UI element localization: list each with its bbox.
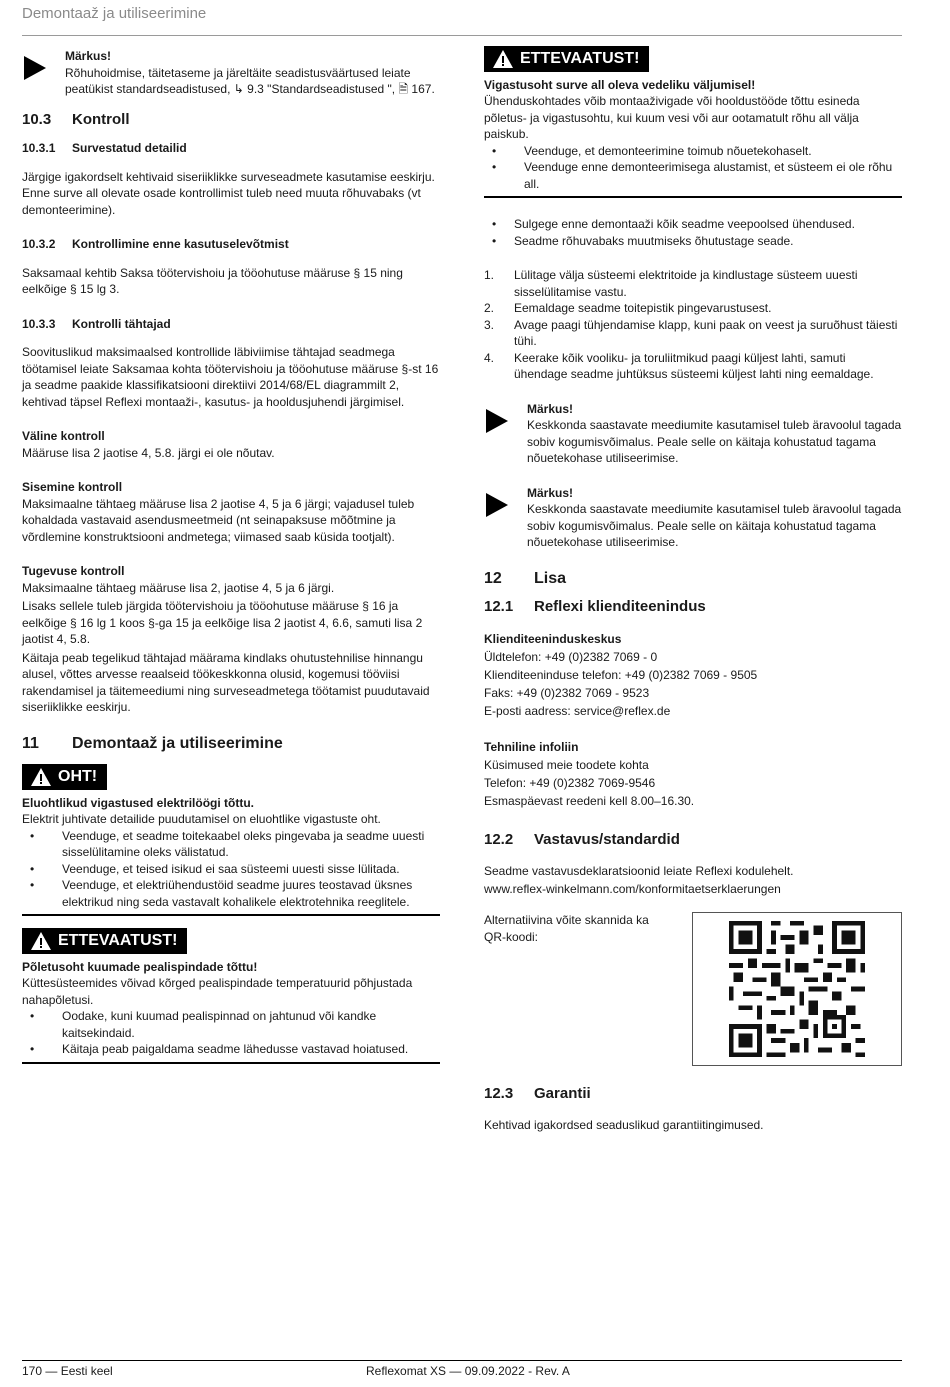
- section-number: 12.2: [484, 830, 514, 848]
- section-number: 10.3.2: [22, 237, 56, 251]
- footer-rule: [22, 1360, 902, 1361]
- caution-label-text: ETTEVAATUST!: [520, 49, 640, 67]
- caution-title: Põletusoht kuumade pealispindade tõttu!: [22, 959, 258, 974]
- subheading-strength: Tugevuse kontroll: [22, 564, 125, 578]
- section-title: Reflexi klienditeenindus: [534, 598, 706, 615]
- note-title: Märkus!: [65, 49, 112, 63]
- warning-triangle-icon: [492, 49, 514, 69]
- section-number: 12.3: [484, 1085, 514, 1102]
- section-heading-10-3-3: [22, 316, 440, 333]
- service-line: Klienditeeninduse telefon: +49 (0)2382 7069 - 9505: [484, 667, 758, 682]
- caution-bullet-list: [22, 1008, 440, 1058]
- bullet-list: [484, 216, 902, 249]
- subheading-tech: Tehniline infoliin: [484, 739, 579, 754]
- paragraph: Maksimaalne tähtaeg määruse lisa 2 jaotise 4, 5 ja 6 järgi; vajadusel tuleb kohaldada vastavaid asendusmeetmeid (nt seinapaksuse mõõtmine ja võrdlemine konstruktsiooni andmetega; viimased saab küsida tootjalt).: [22, 496, 415, 544]
- paragraph: Määruse lisa 2 jaotise 4, 5.8. järgi ei ole nõutav.: [22, 445, 275, 460]
- paragraph: Käitaja peab tegelikud tähtajad määrama kindlaks ohutustehnilise hinnangu alusel, võttes arvesse reaalseid töökeskkonna olusid, kogemusi tööviisi rakendamisel ja täitemeediumi ning surveseadmetega töötamist puudutavaid siseriiklikke eeskirju.: [22, 650, 430, 714]
- danger-title: Eluohtlikud vigastused elektrilöögi tõttu.: [22, 795, 255, 810]
- section-number: 11: [22, 734, 39, 752]
- section-title: Survestatud detailid: [72, 141, 187, 155]
- paragraph: Maksimaalne tähtaeg määruse lisa 2, jaotise 4, 5 ja 6 järgi.: [22, 580, 335, 595]
- caution-text: Küttesüsteemides võivad kõrged pealispindade temperatuurid põhjustada nahapõletusi.: [22, 976, 413, 1007]
- note-block: [22, 48, 440, 98]
- section-title: Demontaaž ja utiliseerimine: [72, 734, 283, 752]
- section-title: Kontrolli tähtajad: [72, 316, 171, 331]
- step-item: [484, 300, 902, 317]
- list-item: • Veenduge, et demonteerimine toimub nõuetekohaselt.: [484, 143, 902, 160]
- left-column: [22, 48, 440, 1064]
- list-item: • Sulgege enne demontaaži kõik seadme veepoolsed ühendused.: [484, 216, 902, 233]
- qr-code-icon: [729, 921, 865, 1057]
- list-item: • Oodake, kuni kuumad pealispinnad on jahtunud või kandke kaitsekindaid.: [22, 1008, 440, 1041]
- section-heading-12: [484, 571, 902, 588]
- note-title: Märkus!: [527, 485, 574, 500]
- warning-triangle-icon: [30, 931, 52, 951]
- note-play-icon: [24, 56, 46, 80]
- note-title: Märkus!: [527, 401, 574, 416]
- step-text: Keerake kõik vooliku- ja toruliitmikud paagi küljest lahti, samuti ühendage seadme juhtüksus süsteemi küljest lahti ning eemaldage.: [514, 350, 874, 381]
- step-item: [484, 350, 902, 383]
- caution-title: Vigastusoht surve all oleva vedeliku väljumisel!: [484, 77, 756, 92]
- section-heading-12-2: [484, 832, 902, 849]
- step-text: Avage paagi tühjendamise klapp, kuni paak on veest ja suruõhust täiesti tühi.: [514, 317, 898, 348]
- subheading-service: Klienditeeninduskeskus: [484, 631, 622, 646]
- paragraph: Lisaks sellele tuleb järgida töötervishoiu ja tööohutuse määruse § 16 ja eelkõige § 16 lg 1 koos §-ga 15 ja eelkõige lisa 2 jaotist 4, 6.6, samuti lisa 2 jaotist 4, 5.8.: [22, 599, 423, 646]
- danger-label-text: OHT!: [58, 767, 98, 785]
- conformity-block: [484, 862, 902, 898]
- section-number: 10.3: [22, 110, 52, 128]
- list-item: • Seadme rõhuvabaks muutmiseks õhutustage seade.: [484, 233, 902, 250]
- section-title: Kontroll: [72, 110, 130, 128]
- step-number: 3.: [484, 317, 495, 332]
- danger-bullet-list: [22, 828, 440, 911]
- steps-list: [484, 267, 902, 383]
- right-column: [484, 46, 902, 1133]
- section-title: Lisa: [534, 569, 567, 587]
- section-heading-12-3: [484, 1086, 902, 1103]
- step-number: 4.: [484, 350, 495, 365]
- list-item: • Veenduge, et seadme toitekaabel oleks pingevaba ja seadme uuesti sisselülitamine oleks välistatud.: [22, 828, 440, 861]
- caution-bullet-list: [484, 143, 902, 193]
- tech-line: Esmaspäevast reedeni kell 8.00–16.30.: [484, 793, 695, 808]
- danger-label: [22, 764, 107, 790]
- warning-triangle-icon: [30, 767, 52, 787]
- step-item: [484, 317, 902, 350]
- section-heading-12-1: [484, 599, 902, 616]
- step-number: 1.: [484, 268, 495, 282]
- note-block: [484, 485, 902, 551]
- note-text: Keskkonda saastavate meediumite kasutamisel tuleb äravoolul tagada sobiv kogumisvõimalus. Peale selle on käitaja kohustatud tagama nõuetekohase utiliseerimise.: [527, 418, 902, 465]
- step-item: [484, 267, 902, 300]
- paragraph: Kehtivad igakordsed seaduslikud garantiitingimused.: [484, 1117, 764, 1132]
- list-item: • Veenduge, et elektriühendustöid seadme juures teostavad üksnes elektrikud ning seda vastavalt kohalikele elektrotehnika reeglitele.: [22, 877, 440, 910]
- section-title: Vastavus/standardid: [534, 830, 680, 848]
- footer-document-info: Reflexomat XS — 09.09.2022 - Rev. A: [366, 1364, 570, 1378]
- paragraph: Järgige igakordselt kehtivaid siseriiklikke surveseadmete kasutamise eeskirju. Enne surve all olevate osade kontrollimist tuleb need muuta rõhuvabaks (vt demonteerimine).: [22, 169, 435, 217]
- footer-page-info: 170 — Eesti keel: [22, 1364, 113, 1378]
- service-line: Üldtelefon: +49 (0)2382 7069 - 0: [484, 649, 658, 664]
- section-heading-10-3-1: [22, 140, 440, 157]
- section-heading-11: [22, 736, 440, 753]
- note-play-icon: [486, 409, 508, 433]
- section-title: Kontrollimine enne kasutuselevõtmist: [72, 237, 289, 251]
- section-number: 10.3.1: [22, 141, 56, 155]
- service-line: Faks: +49 (0)2382 7069 - 9523: [484, 685, 650, 700]
- list-item: • Käitaja peab paigaldama seadme lähedusse vastavad hoiatused.: [22, 1041, 440, 1058]
- section-heading-10-3: [22, 112, 440, 129]
- note-play-icon: [486, 493, 508, 517]
- service-block: [484, 630, 902, 720]
- qr-code-frame: [692, 912, 902, 1066]
- caution-text: Ühenduskohtades võib montaaživigade või hooldustööde tõttu esineda põletus- ja vigastusohtu, kui kuum vesi või aur ootamatult rõhu all välja paiskub.: [484, 94, 860, 141]
- note-text: Rõhuhoidmise, täitetaseme ja järeltäite seadistusväärtused leiate peatükist standardseadistused, ↳ 9.3 "Standardseadistused ", 🗎 167.: [65, 65, 435, 96]
- step-text: Eemaldage seadme toitepistik pingevarustusest.: [514, 301, 772, 315]
- note-block: [484, 401, 902, 467]
- section-title: Garantii: [534, 1085, 591, 1102]
- danger-text: Elektrit juhtivate detailide puudutamisel on eluohtlike vigastuste oht.: [22, 812, 381, 826]
- step-number: 2.: [484, 301, 495, 315]
- subheading-internal: Sisemine kontroll: [22, 480, 123, 494]
- paragraph: Saksamaal kehtib Saksa töötervishoiu ja tööohutuse määruse § 15 ning eelkõige § 15 lg 3.: [22, 265, 403, 296]
- section-number: 12.1: [484, 598, 514, 615]
- service-line: E-posti aadress: service@reflex.de: [484, 703, 671, 718]
- list-item: • Veenduge, et teised isikud ei saa süsteemi uuesti sisse lülitada.: [22, 861, 440, 878]
- section-number: 10.3.3: [22, 316, 56, 331]
- note-text: Keskkonda saastavate meediumite kasutamisel tuleb äravoolul tagada sobiv kogumisvõimalus. Peale selle on käitaja kohustatud tagama nõuetekohase utiliseerimise.: [527, 502, 902, 549]
- tech-block: [484, 738, 902, 810]
- qr-section: [484, 912, 902, 1066]
- caution-box: [484, 46, 902, 198]
- caution-label: [22, 928, 187, 954]
- tech-line: Küsimused meie toodete kohta: [484, 757, 649, 772]
- qr-caption: Alternatiivina võite skannida ka QR-koodi:: [484, 913, 649, 944]
- section-heading-10-3-2: [22, 236, 440, 253]
- section-number: 12: [484, 569, 502, 587]
- header-rule: [22, 35, 902, 36]
- danger-box: [22, 764, 440, 916]
- conformity-url: www.reflex-winkelmann.com/konformitaetserklaerungen: [484, 882, 781, 896]
- paragraph: Seadme vastavusdeklaratsioonid leiate Reflexi kodulehelt.: [484, 864, 794, 878]
- caution-label: [484, 46, 649, 72]
- caution-box: [22, 928, 440, 1064]
- caution-label-text: ETTEVAATUST!: [58, 931, 178, 949]
- list-item: • Veenduge enne demonteerimisega alustamist, et süsteem ei ole rõhu all.: [484, 159, 902, 192]
- page-header-title: Demontaaž ja utiliseerimine: [22, 5, 207, 22]
- step-text: Lülitage välja süsteemi elektritoide ja kindlustage süsteem uuesti sisselülitamise vastu.: [514, 268, 858, 299]
- tech-line: Telefon: +49 (0)2382 7069-9546: [484, 775, 656, 790]
- paragraph: Soovituslikud maksimaalsed kontrollide läbiviimise tähtajad seadmega töötamisel leiate Saksamaa kohta töötervishoiu ja tööohutuse määruse §-st 16 ja seadme paakide klassifikatsiooni direktiivi 2014/68/EL diagrammilt 2, kehtivad täpsel Reflexi montaaži-, kasutus- ja hooldusjuhendi järgimisel.: [22, 345, 439, 409]
- subheading-external: Väline kontroll: [22, 429, 105, 443]
